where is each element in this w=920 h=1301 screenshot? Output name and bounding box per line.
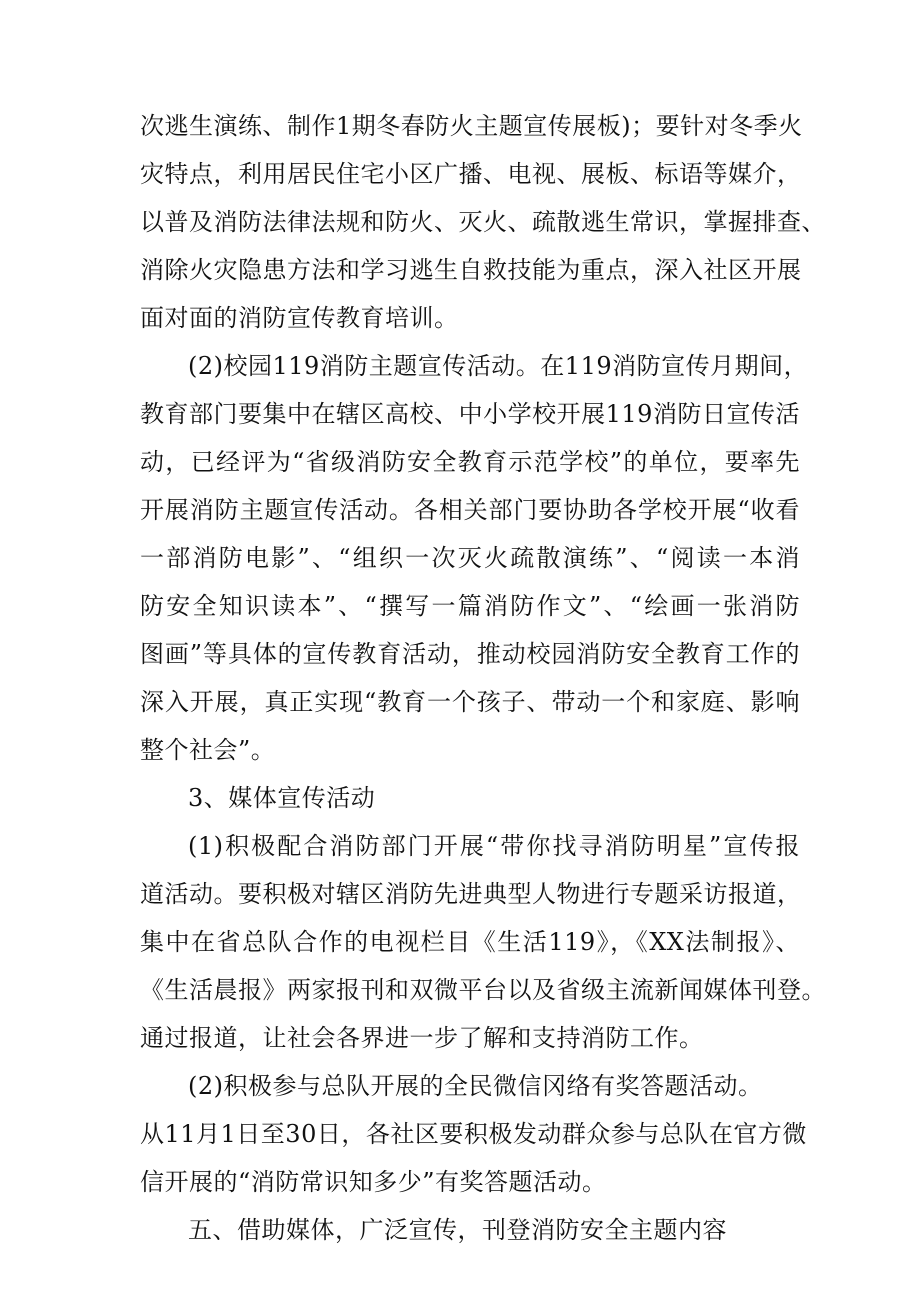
paragraph-line: 动，已经评为“省级消防安全教育示范学校”的单位，要率先 [140,448,800,476]
paragraph-line: 开展消防主题宣传活动。各相关部门要协助各学校开展“收看 [140,496,800,524]
paragraph-line: 信开展的“消防常识知多少”有奖答题活动。 [140,1168,607,1196]
paragraph-first-line: (2)校园119消防主题宣传活动。在119消防宣传月期间， [188,352,809,380]
paragraph-line: 通过报道，让社会各界进一步了解和支持消防工作。 [140,1024,704,1052]
paragraph-line: 防安全知识读本”、“撰写一篇消防作文”、“绘画一张消防 [140,592,800,620]
section-heading: 3、媒体宣传活动 [188,784,376,812]
section-heading: 五、借助媒体，广泛宣传，刊登消防安全主题内容 [188,1216,727,1244]
paragraph-line: 道活动。要积极对辖区消防先进典型人物进行专题采访报道， [140,880,802,908]
paragraph-first-line: (2)积极参与总队开展的全民微信冈络有奖答题活动。 [188,1072,763,1100]
paragraph-line: 灾特点，利用居民住宅小区广播、电视、展板、标语等媒介， [140,160,802,188]
paragraph-line: 整个社会”。 [140,736,276,764]
paragraph-line: 《生活晨报》两家报刊和双微平台以及省级主流新闻媒体刊登。 [140,976,826,1004]
paragraph-line: 教育部门要集中在辖区高校、中小学校开展119消防日宣传活 [140,400,800,428]
paragraph-line: 图画”等具体的宣传教育活动，推动校园消防安全教育工作的 [140,640,800,668]
paragraph-line: 集中在省总队合作的电视栏目《生活119》，《XX法制报》、 [140,928,800,956]
paragraph-line: 从11月1日至30日，各社区要积极发动群众参与总队在官方微 [140,1120,807,1148]
paragraph-line: 次逃生演练、制作1期冬春防火主题宣传展板)；要针对冬季火 [140,112,803,140]
paragraph-line: 一部消防电影”、“组织一次灭火疏散演练”、“阅读一本消 [140,544,800,572]
paragraph-line: 面对面的消防宣传教育培训。 [140,304,459,332]
paragraph-line: 深入开展，真正实现“教育一个孩子、带动一个和家庭、影响 [140,688,800,716]
paragraph-line: 以普及消防法律法规和防火、灭火、疏散逃生常识，掌握排查、 [140,208,826,236]
paragraph-line: 消除火灾隐患方法和学习逃生自救技能为重点，深入社区开展 [140,256,802,284]
paragraph-first-line: (1)积极配合消防部门开展“带你找寻消防明星”宣传报 [188,832,800,860]
